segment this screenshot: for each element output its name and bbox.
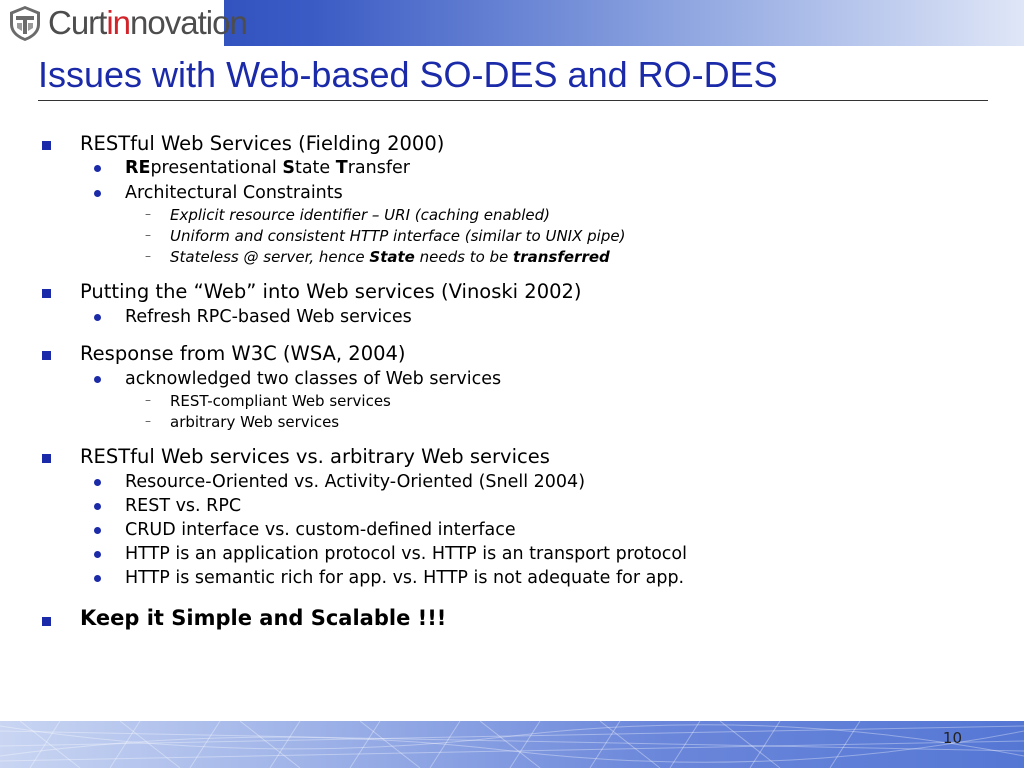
list-item: Refresh RPC-based Web services xyxy=(125,307,412,327)
list-item: HTTP is semantic rich for app. vs. HTTP is not adequate for app. xyxy=(125,568,685,588)
dot-bullet-icon xyxy=(94,165,101,172)
dot-bullet-icon xyxy=(94,527,101,534)
list-item: acknowledged two classes of Web services xyxy=(125,369,502,389)
list-item: Keep it Simple and Scalable !!! xyxy=(80,606,447,630)
list-item: RESTful Web services vs. arbitrary Web services xyxy=(80,445,550,468)
dot-bullet-icon xyxy=(94,190,101,197)
list-item: Explicit resource identifier – URI (caching enabled) xyxy=(170,206,550,224)
square-bullet-icon xyxy=(42,454,51,463)
list-item: REpresentational State Transfer xyxy=(125,158,410,178)
list-item: HTTP is an application protocol vs. HTTP is an transport protocol xyxy=(125,544,687,564)
slide-title: Issues with Web-based SO-DES and RO-DES xyxy=(38,54,778,95)
dot-bullet-icon xyxy=(94,551,101,558)
square-bullet-icon xyxy=(42,617,51,626)
list-item: REST vs. RPC xyxy=(125,496,242,516)
square-bullet-icon xyxy=(42,141,51,150)
footer-pattern xyxy=(0,721,1024,768)
dash-bullet-icon: – xyxy=(145,207,151,221)
dash-bullet-icon: – xyxy=(145,249,151,263)
dash-bullet-icon: – xyxy=(145,414,151,428)
list-item: Uniform and consistent HTTP interface (similar to UNIX pipe) xyxy=(170,227,626,245)
list-item: Response from W3C (WSA, 2004) xyxy=(80,342,406,365)
square-bullet-icon xyxy=(42,289,51,298)
dot-bullet-icon xyxy=(94,376,101,383)
shield-logo-icon xyxy=(6,4,44,42)
list-item: Putting the “Web” into Web services (Vinoski 2002) xyxy=(80,280,582,303)
title-divider xyxy=(38,100,988,101)
dash-bullet-icon: – xyxy=(145,228,151,242)
square-bullet-icon xyxy=(42,351,51,360)
list-item: Architectural Constraints xyxy=(125,183,343,203)
list-item: arbitrary Web services xyxy=(170,413,340,431)
dot-bullet-icon xyxy=(94,503,101,510)
dot-bullet-icon xyxy=(94,479,101,486)
list-item: CRUD interface vs. custom-defined interface xyxy=(125,520,516,540)
footer-banner xyxy=(0,721,1024,768)
list-item: Stateless @ server, hence State needs to be transferred xyxy=(170,248,610,266)
dash-bullet-icon: – xyxy=(145,393,151,407)
list-item: REST-compliant Web services xyxy=(170,392,391,410)
list-item: RESTful Web Services (Fielding 2000) xyxy=(80,132,445,155)
dot-bullet-icon xyxy=(94,575,101,582)
page-number: 10 xyxy=(942,729,962,747)
list-item: Resource-Oriented vs. Activity-Oriented (Snell 2004) xyxy=(125,472,586,492)
dot-bullet-icon xyxy=(94,314,101,321)
logo-text: Curtinnovation xyxy=(48,4,247,41)
logo xyxy=(0,0,247,46)
